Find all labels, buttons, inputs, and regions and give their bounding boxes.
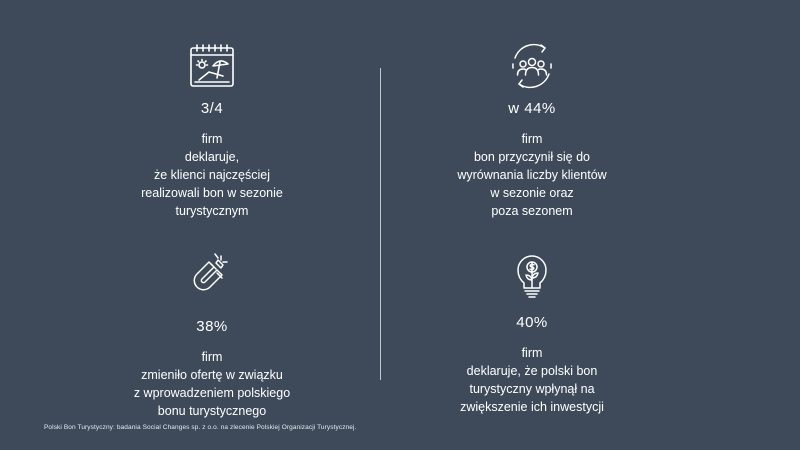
stat-client-balance: [402, 42, 662, 220]
stat-description-line: zwiększenie ich inwestycji: [460, 400, 604, 414]
stat-value: 40%: [516, 314, 548, 331]
stat-description-line: turystycznym: [175, 204, 249, 218]
source-footnote: Polski Bon Turystyczny: badania Social Changes sp. z o.o. na zlecenie Polskiej Organizacji Turystycznej.: [44, 424, 357, 431]
stat-seasonal-use: [82, 42, 342, 220]
stat-description-line: z wprowadzeniem polskiego: [133, 386, 291, 400]
stat-description: [402, 130, 662, 220]
stat-description-line: firm: [521, 346, 543, 360]
stat-offer-change: [82, 250, 342, 420]
stat-description-line: bon przyczynił się do: [473, 150, 591, 164]
stat-description-line: w sezonie oraz: [490, 186, 574, 200]
calendar-beach-icon: [187, 42, 237, 90]
magnet-icon: [187, 250, 237, 298]
stat-description-line: wyrównania liczby klientów: [457, 168, 607, 182]
stat-description: [402, 344, 662, 416]
stat-investment: [402, 250, 662, 416]
stat-description-line: firm: [521, 132, 543, 146]
stat-description-line: bonu turystycznego: [157, 404, 267, 418]
stat-value: w 44%: [508, 100, 556, 117]
stat-description-line: deklaruje, że polski bon: [466, 364, 598, 378]
stat-description-line: realizowali bon w sezonie: [141, 186, 283, 200]
stat-description-line: poza sezonem: [491, 204, 573, 218]
lightbulb-dollar-icon: [507, 250, 557, 300]
stat-value: 3/4: [200, 100, 224, 117]
stat-description-line: firm: [201, 132, 223, 146]
vertical-divider: [380, 68, 381, 380]
stat-description-line: zmieniło ofertę w związku: [141, 368, 283, 382]
stat-description-line: że klienci najczęściej: [153, 168, 271, 182]
stat-description-line: turystyczny wpłynął na: [469, 382, 595, 396]
stat-description-line: firm: [201, 350, 223, 364]
stat-value: 38%: [196, 318, 228, 335]
stat-description: [82, 348, 342, 420]
stat-description: [82, 130, 342, 220]
stat-description-line: deklaruje,: [184, 150, 240, 164]
group-cycle-icon: [507, 42, 557, 90]
